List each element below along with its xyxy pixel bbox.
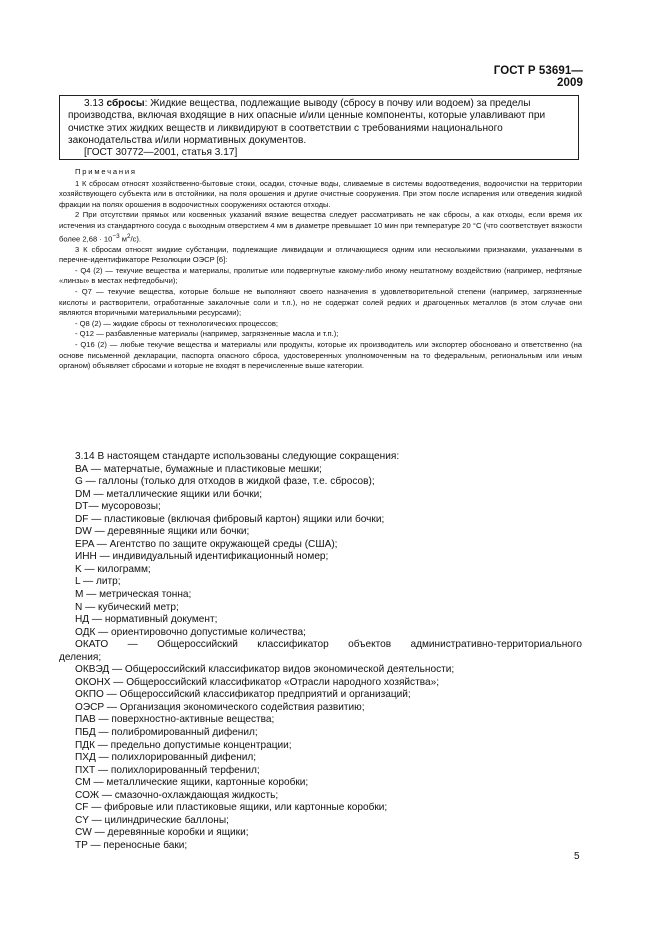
document-header [470,65,583,89]
list-item: G — галлоны (только для отходов в жидкой фазе, т.е. сбросов); [75,476,375,488]
note-2-exponent: −3 [112,232,120,240]
list-item: DM — металлические ящики или бочки; [75,488,263,500]
list-item: CW — деревянные коробки и ящики; [75,827,249,839]
list-item: EPA — Агентство по защите окружающей среды (США); [75,538,338,550]
note-2-unit-exponent: 2 [126,232,131,240]
list-item: ОКПО — Общероссийский классификатор предприятий и организаций; [75,689,411,701]
note-3-q12: - Q12 — разбавленные материалы (например, загрязненные масла и т.п.); [75,329,339,339]
notes-section [59,167,582,372]
list-item: CY — цилиндрические баллоны; [75,814,229,826]
list-item: ОКВЭД — Общероссийский классификатор видов экономической деятельности; [75,664,455,676]
list-item: ВА — матерчатые, бумажные и пластиковые мешки; [75,463,322,475]
list-item: ПХД — полихлорированный дифенил; [75,752,257,764]
page-number: 5 [574,851,580,862]
list-item: N — кубический метр; [75,601,179,613]
list-item: ПДК — предельно допустимые концентрации; [75,739,292,751]
note-2 [59,210,582,244]
abbreviations-list [59,464,582,853]
list-item: НД — нормативный документ; [75,614,218,626]
term-definition-box [59,95,579,160]
term-definition-text: : Жидкие вещества, подлежащие выводу (сбросу в почву или водоем) за пределы производства, включая входящие в них опасные и/или ценные компоненты, которые улавливают при очистке этих жидких веществ и ликвидируют в соответствии с требованиями национального законодательства и/или нормативных документов. [68,98,546,146]
abbreviations-intro: 3.14 В настоящем стандарте использованы следующие сокращения: [75,451,400,462]
list-item: CM — металлические ящики, картонные коробки; [75,777,309,789]
term-number: 3.13 [84,98,104,109]
note-2-text: 2 При отсутствии прямых или косвенных указаний вязкие вещества следует рассматривать не как сбросы, а как отходы, если время их истечения из стандартного сосуда с выходным отверстием 4 мм в диаметре превышает 10 мин при температуре 20 °C (что соответствует вязкости более 2,68 · 10 [59,210,582,244]
list-item: ПАВ — поверхностно-активные вещества; [75,714,275,726]
note-1: 1 К сбросам относят хозяйственно-бытовые стоки, осадки, сточные воды, сливаемые в системы водоотведения, водоочистки на территории хозяйствующего субъекта или в отстойники, на поля орошения и другие очистные сооружения. При этом после испарения или отведения жидкой фракции на полях орошения в водоочистных сооружениях остаются отходы. [59,178,582,209]
note-3-q8: - Q8 (2) — жидкие сбросы от технологических процессов; [75,318,279,328]
note-3-q4: - Q4 (2) — текучие вещества и материалы, пролитые или подвергнутые какому-либо иному нештатному воздействию (например, нефтяные «линзы» в местах нефтедобычи); [59,265,582,286]
list-item: DW — деревянные ящики или бочки; [75,526,250,538]
note-2-unit: м [119,234,127,244]
list-item: K — килограмм; [75,563,151,575]
document-id: ГОСТ Р 53691—2009 [493,65,583,89]
note-3: 3 К сбросам относят жидкие субстанции, подлежащие ликвидации и отличающиеся одним или несколькими признаками, указанными в перечне-идентификаторе Резолюции ОЭСР [6]: [59,244,582,265]
list-item: ИНН — индивидуальный идентификационный номер; [75,551,329,563]
list-item: CF — фибровые или пластиковые ящики, или картонные коробки; [75,802,388,814]
term-definition [68,98,572,147]
list-item-continuation: деления; [59,651,102,663]
list-item: L — литр; [75,576,121,588]
list-item: СОЖ — смазочно-охлаждающая жидкость; [75,789,279,801]
abbreviations-section [59,451,582,853]
list-item: ОКОНХ — Общероссийский классификатор «Отрасли народного хозяйства»; [75,676,440,688]
list-item: TP — переносные баки; [75,839,188,851]
term-name: сбросы [106,98,145,109]
list-item: DF — пластиковые (включая фибровый картон) ящики или бочки; [75,513,385,525]
list-item: ОДК — ориентировочно допустимые количества; [75,626,306,638]
list-item: DT— мусоровозы; [75,501,161,513]
note-3-q7: - Q7 — текучие вещества, которые больше не выполняют своего назначения в удовлетворительной степени (например, загрязненные кислоты и растворители, отработанные закалочные соли и т.п.), но не содержат солей редких и драгоценных металлов (в этом случае они являются вторичными материальными ресурсами); [59,287,582,318]
notes-title: Примечания [75,167,137,176]
note-3-q16: - Q16 (2) — любые текучие вещества и материалы или продукты, которые их производитель или экспортер обосновано и ответственно (на основе письменной декларации, паспорта опасного сброса, удостоверенных уполномоченным на то федеральным, региональным или иным органом) объявляет сбросами и которые не входят в перечисленные выше категории. [59,340,582,371]
list-item: ОЭСР — Организация экономического содействия развитию; [75,701,365,713]
note-2-end: /с). [130,234,142,244]
term-source: [ГОСТ 30772—2001, статья 3.17] [84,147,238,159]
list-item: M — метрическая тонна; [75,589,192,601]
list-item: ПБД — полибромированный дифенил; [75,727,258,739]
list-item: ПХТ — полихлорированный терфенил; [75,764,260,776]
list-item: ОКАТО — Общероссийский классификатор объектов административно-территориального [75,639,582,651]
